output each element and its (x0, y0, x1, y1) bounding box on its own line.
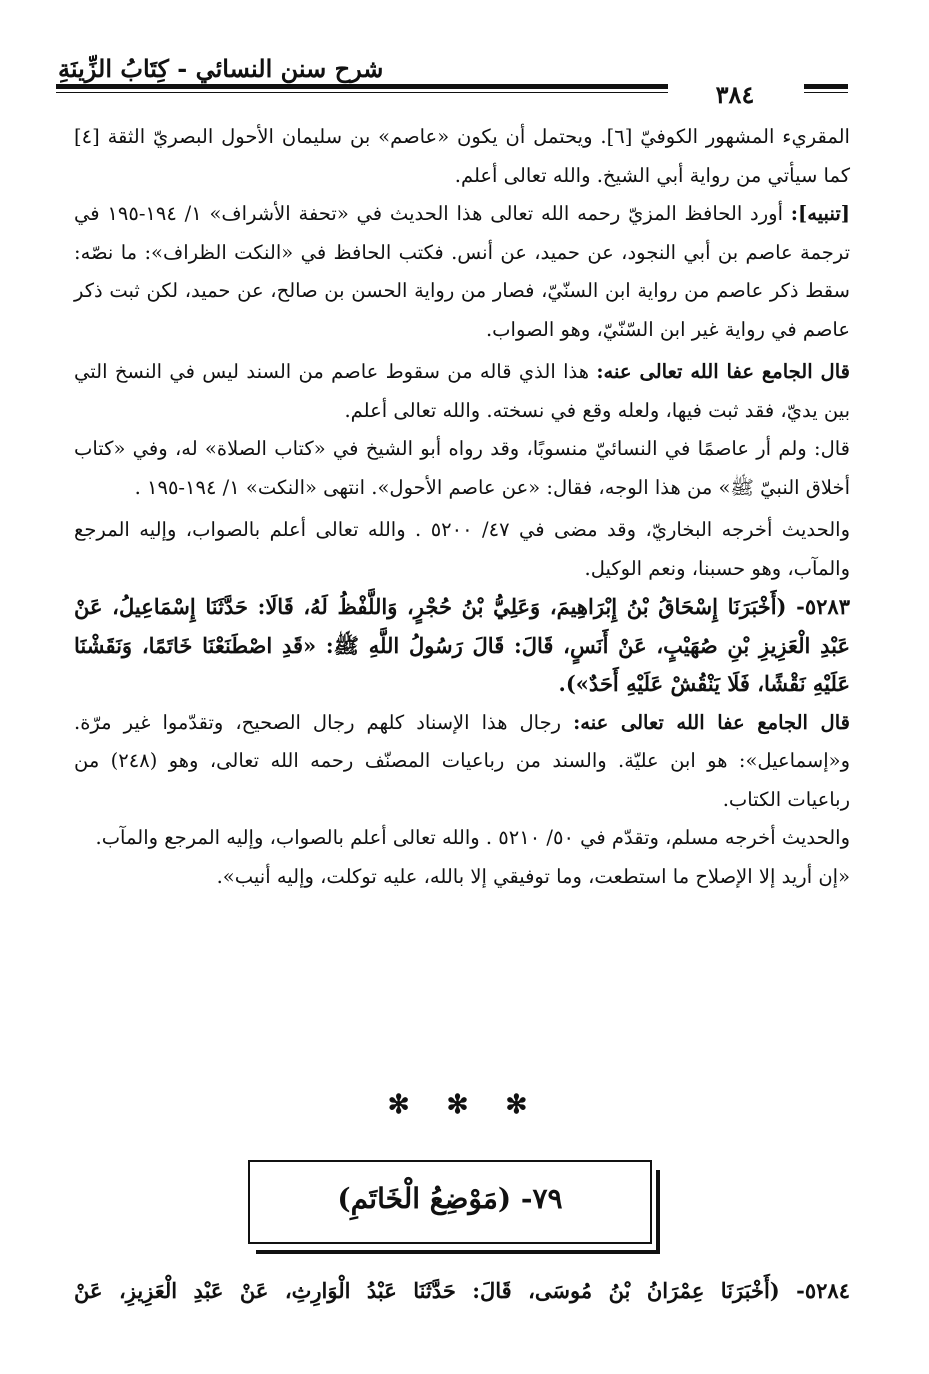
paragraph-5 (74, 511, 850, 588)
paragraph-text: المقريء المشهور الكوفيّ [٦]. ويحتمل أن يكون «عاصم» بن سليمان الأحول البصريّ الثقة [٤] كما سيأتي من رواية أبي الشيخ. والله تعالى أعلم. (74, 125, 850, 187)
paragraph-text: رجال هذا الإسناد كلهم رجال الصحيح، وتقدّموا غير مرّة. و«إسماعيل»: هو ابن عليّة. والسند من رباعيات المصنّف رحمه الله تعالى، وهو (٢٤٨) من رباعيات الكتاب. (74, 710, 850, 811)
paragraph-9 (74, 858, 850, 897)
paragraph-2 (74, 195, 850, 349)
hadith-text: ٥٢٨٣- (أَخْبَرَنَا إِسْحَاقُ بْنُ إِبْرَاهِيمَ، وَعَلِيُّ بْنُ حُجْرٍ، وَاللَّفْظُ لَهُ، قَالَا: حَدَّثَنَا إِسْمَاعِيلُ، عَنْ عَبْدِ الْعَزِيزِ بْنِ صُهَيْبٍ، عَنْ أَنَسٍ، قَالَ: قَالَ رَسُولُ اللَّهِ ﷺ: «قَدِ اصْطَنَعْنَا خَاتَمًا، وَنَقَشْنَا عَلَيْهِ نَقْشًا، فَلَا يَنْقُشْ عَلَيْهِ أَحَدٌ»). (74, 594, 850, 696)
hadith-5283 (74, 588, 850, 704)
hadith-5284-start: ٥٢٨٤- (أَخْبَرَنَا عِمْرَانُ بْنُ مُوسَى، قَالَ: حَدَّثَنَا عَبْدُ الْوَارِثِ، عَنْ عَبْدِ الْعَزِيزِ، عَنْ (74, 1278, 850, 1303)
paragraph-lead: قال الجامع عفا الله تعالى عنه: (596, 360, 850, 383)
running-header-title: شرح سنن النسائي - كِتَابُ الزِّينَةِ (58, 54, 384, 83)
paragraph-text: والحديث أخرجه البخاريّ، وقد مضى في ٤٧/ ٥٢٠٠ . والله تعالى أعلم بالصواب، وإليه المرجع والمآب، وهو حسبنا، ونعم الوكيل. (74, 518, 850, 580)
paragraph-1 (74, 118, 850, 195)
paragraph-text: «إن أريد إلا الإصلاح ما استطعت، وما توفيقي إلا بالله، عليه توكلت، وإليه أنيب». (216, 864, 850, 888)
paragraph-8 (74, 819, 850, 858)
paragraph-7 (74, 704, 850, 820)
paragraph-lead: قال الجامع عفا الله تعالى عنه: (573, 710, 850, 734)
paragraph-text: هذا الذي قاله من سقوط عاصم من السند ليس في النسخ التي بين يديّ، فقد ثبت فيها، ولعله وقع في نسخته. والله تعالى أعلم. (74, 360, 850, 422)
paragraph-4 (74, 430, 850, 507)
page-number: ٣٨٤ (715, 80, 755, 109)
body-text (74, 118, 850, 896)
chapter-title: ٧٩- (مَوْضِعُ الْخَاتَمِ) (337, 1182, 563, 1215)
section-separator: ✻ ✻ ✻ (387, 1090, 542, 1120)
paragraph-3 (74, 353, 850, 430)
paragraph-text: أورد الحافظ المزيّ رحمه الله تعالى هذا الحديث في «تحفة الأشراف» ١/ ١٩٤-١٩٥ في ترجمة عاصم بن أبي النجود، عن حميد، عن أنس. فكتب الحافظ في «النكت الظراف»: ما نصّه: سقط ذكر عاصم من رواية ابن السنّيّ، فصار من رواية الحسن بن صالح، عن حميد، لكن ثبت ذكر عاصم في رواية غير ابن السّنّيّ، وهو الصواب. (74, 202, 850, 341)
paragraph-lead: [تنبيه]: (790, 202, 850, 225)
paragraph-text: قال: ولم أر عاصمًا في النسائيّ منسوبًا، وقد رواه أبو الشيخ في «كتاب الصلاة» له، وفي «كتاب أخلاق النبيّ ﷺ» من هذا الوجه، فقال: «عن عاصم الأحول». انتهى «النكت» ١/ ١٩٤-١٩٥ . (74, 437, 850, 499)
paragraph-text: والحديث أخرجه مسلم، وتقدّم في ٥٠/ ٥٢١٠ . والله تعالى أعلم بالصواب، وإليه المرجع والمآب. (95, 826, 850, 849)
